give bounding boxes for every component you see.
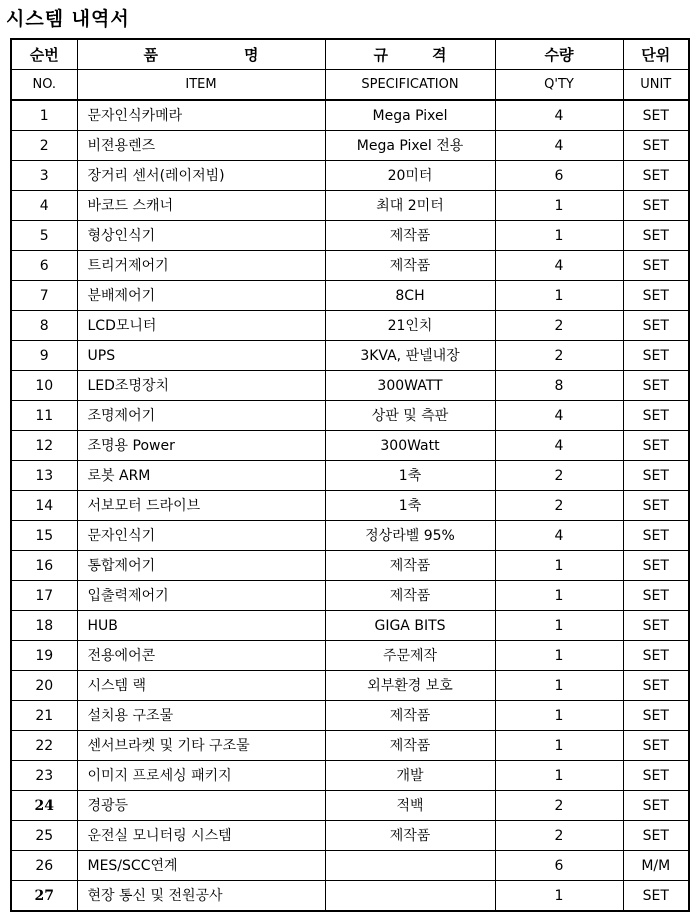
row-item-cell: 조명용 Power: [77, 431, 325, 461]
row-no-cell: 26: [11, 851, 77, 881]
row-item-cell: 비젼용렌즈: [77, 131, 325, 161]
row-item-cell: 서보모터 드라이브: [77, 491, 325, 521]
table-row: [11, 581, 689, 611]
table-row: [11, 251, 689, 281]
header-spec-ko: [325, 39, 495, 70]
row-qty-cell: 4: [495, 401, 623, 431]
header-qty-en: Q'TY: [495, 70, 623, 101]
row-spec-cell: 8CH: [325, 281, 495, 311]
row-qty-cell: 1: [495, 611, 623, 641]
table-row: [11, 311, 689, 341]
row-qty-cell: 4: [495, 131, 623, 161]
row-unit-cell: SET: [623, 161, 689, 191]
row-unit-cell: SET: [623, 551, 689, 581]
row-no-cell: 17: [11, 581, 77, 611]
header-no-en: NO.: [11, 70, 77, 101]
row-qty-cell: 4: [495, 521, 623, 551]
row-item-cell: 조명제어기: [77, 401, 325, 431]
row-qty-cell: 1: [495, 701, 623, 731]
row-unit-cell: SET: [623, 611, 689, 641]
row-qty-cell: 6: [495, 161, 623, 191]
row-spec-cell: [325, 881, 495, 912]
row-unit-cell: SET: [623, 731, 689, 761]
row-spec-cell: 외부환경 보호: [325, 671, 495, 701]
row-item-cell: 문자인식기: [77, 521, 325, 551]
row-item-cell: 현장 통신 및 전원공사: [77, 881, 325, 912]
header-row-korean: [11, 39, 689, 70]
row-no-cell: 16: [11, 551, 77, 581]
row-spec-cell: 20미터: [325, 161, 495, 191]
row-spec-cell: 적백: [325, 791, 495, 821]
row-qty-cell: 2: [495, 791, 623, 821]
row-unit-cell: SET: [623, 641, 689, 671]
row-item-cell: 형상인식기: [77, 221, 325, 251]
row-spec-cell: Mega Pixel 전용: [325, 131, 495, 161]
page-title: 시스템 내역서: [6, 8, 130, 30]
row-unit-cell: SET: [623, 581, 689, 611]
table-row: [11, 281, 689, 311]
row-unit-cell: SET: [623, 401, 689, 431]
row-unit-cell: SET: [623, 221, 689, 251]
table-row: [11, 371, 689, 401]
row-no-cell: 8: [11, 311, 77, 341]
row-no-cell: 21: [11, 701, 77, 731]
row-qty-cell: 2: [495, 341, 623, 371]
row-unit-cell: SET: [623, 671, 689, 701]
row-no-cell: 10: [11, 371, 77, 401]
row-no-cell: 23: [11, 761, 77, 791]
table-row: [11, 401, 689, 431]
row-item-cell: 로봇 ARM: [77, 461, 325, 491]
row-spec-cell: [325, 851, 495, 881]
table-row: [11, 761, 689, 791]
row-no-cell: 2: [11, 131, 77, 161]
row-qty-cell: 1: [495, 551, 623, 581]
row-qty-cell: 1: [495, 731, 623, 761]
row-unit-cell: SET: [623, 371, 689, 401]
row-spec-cell: 개발: [325, 761, 495, 791]
row-spec-cell: 정상라벨 95%: [325, 521, 495, 551]
row-spec-cell: GIGA BITS: [325, 611, 495, 641]
row-no-cell: 15: [11, 521, 77, 551]
row-item-cell: 분배제어기: [77, 281, 325, 311]
row-item-cell: 통합제어기: [77, 551, 325, 581]
row-no-cell: 9: [11, 341, 77, 371]
row-unit-cell: SET: [623, 131, 689, 161]
row-qty-cell: 4: [495, 100, 623, 131]
table-row: [11, 731, 689, 761]
row-spec-cell: 제작품: [325, 701, 495, 731]
table-row: [11, 191, 689, 221]
row-no-cell: 24: [11, 791, 77, 821]
row-no-cell: 7: [11, 281, 77, 311]
row-no-cell: 6: [11, 251, 77, 281]
header-no-ko: 순번: [11, 39, 77, 70]
header-unit-en: UNIT: [623, 70, 689, 101]
header-spec-ko-b: 격: [432, 45, 447, 64]
table-row: [11, 341, 689, 371]
row-qty-cell: 1: [495, 581, 623, 611]
row-spec-cell: 제작품: [325, 251, 495, 281]
row-spec-cell: 제작품: [325, 221, 495, 251]
row-item-cell: 장거리 센서(레이저빔): [77, 161, 325, 191]
table-row: [11, 881, 689, 912]
row-item-cell: 전용에어콘: [77, 641, 325, 671]
row-qty-cell: 2: [495, 821, 623, 851]
row-unit-cell: SET: [623, 191, 689, 221]
row-spec-cell: 1축: [325, 491, 495, 521]
row-item-cell: 입출력제어기: [77, 581, 325, 611]
header-item-en: ITEM: [77, 70, 325, 101]
row-unit-cell: SET: [623, 791, 689, 821]
row-item-cell: 문자인식카메라: [77, 100, 325, 131]
row-spec-cell: 상판 및 측판: [325, 401, 495, 431]
row-no-cell: 27: [11, 881, 77, 912]
row-item-cell: 경광등: [77, 791, 325, 821]
row-spec-cell: 제작품: [325, 821, 495, 851]
table-row: [11, 821, 689, 851]
header-qty-ko: 수량: [495, 39, 623, 70]
table-row: [11, 701, 689, 731]
row-no-cell: 4: [11, 191, 77, 221]
header-spec-ko-a: 규: [373, 45, 388, 64]
row-qty-cell: 1: [495, 191, 623, 221]
row-qty-cell: 1: [495, 281, 623, 311]
row-unit-cell: SET: [623, 251, 689, 281]
row-no-cell: 12: [11, 431, 77, 461]
row-qty-cell: 2: [495, 491, 623, 521]
row-qty-cell: 1: [495, 671, 623, 701]
row-no-cell: 5: [11, 221, 77, 251]
table-row: [11, 791, 689, 821]
row-qty-cell: 2: [495, 311, 623, 341]
row-qty-cell: 1: [495, 641, 623, 671]
row-item-cell: 설치용 구조물: [77, 701, 325, 731]
table-row: [11, 491, 689, 521]
row-item-cell: 바코드 스캐너: [77, 191, 325, 221]
row-no-cell: 22: [11, 731, 77, 761]
row-item-cell: MES/SCC연계: [77, 851, 325, 881]
row-unit-cell: SET: [623, 701, 689, 731]
header-spec-en: SPECIFICATION: [325, 70, 495, 101]
row-no-cell: 20: [11, 671, 77, 701]
row-unit-cell: SET: [623, 431, 689, 461]
row-item-cell: 트리거제어기: [77, 251, 325, 281]
row-item-cell: UPS: [77, 341, 325, 371]
row-no-cell: 19: [11, 641, 77, 671]
row-unit-cell: SET: [623, 761, 689, 791]
table-row: [11, 851, 689, 881]
row-unit-cell: SET: [623, 461, 689, 491]
row-qty-cell: 6: [495, 851, 623, 881]
table-row: [11, 221, 689, 251]
row-item-cell: LED조명장치: [77, 371, 325, 401]
row-qty-cell: 1: [495, 221, 623, 251]
header-item-ko-b: 명: [244, 45, 259, 64]
table-row: [11, 671, 689, 701]
row-unit-cell: M/M: [623, 851, 689, 881]
row-spec-cell: 300WATT: [325, 371, 495, 401]
row-no-cell: 18: [11, 611, 77, 641]
row-spec-cell: 제작품: [325, 731, 495, 761]
row-item-cell: 시스템 랙: [77, 671, 325, 701]
row-spec-cell: 1축: [325, 461, 495, 491]
row-item-cell: 센서브라켓 및 기타 구조물: [77, 731, 325, 761]
row-spec-cell: 21인치: [325, 311, 495, 341]
row-item-cell: 이미지 프로세싱 패키지: [77, 761, 325, 791]
row-no-cell: 3: [11, 161, 77, 191]
row-no-cell: 13: [11, 461, 77, 491]
row-spec-cell: 최대 2미터: [325, 191, 495, 221]
row-qty-cell: 1: [495, 761, 623, 791]
row-spec-cell: 주문제작: [325, 641, 495, 671]
row-spec-cell: 3KVA, 판넬내장: [325, 341, 495, 371]
table-row: [11, 611, 689, 641]
row-item-cell: LCD모니터: [77, 311, 325, 341]
row-qty-cell: 4: [495, 251, 623, 281]
row-unit-cell: SET: [623, 281, 689, 311]
row-qty-cell: 4: [495, 431, 623, 461]
header-unit-ko: 단위: [623, 39, 689, 70]
row-item-cell: HUB: [77, 611, 325, 641]
row-unit-cell: SET: [623, 341, 689, 371]
row-no-cell: 1: [11, 100, 77, 131]
table-body: [11, 100, 689, 911]
header-item-ko: [77, 39, 325, 70]
table-row: [11, 641, 689, 671]
row-unit-cell: SET: [623, 311, 689, 341]
table-row: [11, 461, 689, 491]
table-row: [11, 551, 689, 581]
table-row: [11, 100, 689, 131]
row-unit-cell: SET: [623, 491, 689, 521]
row-qty-cell: 1: [495, 881, 623, 912]
row-spec-cell: 제작품: [325, 581, 495, 611]
row-unit-cell: SET: [623, 100, 689, 131]
row-unit-cell: SET: [623, 521, 689, 551]
row-no-cell: 25: [11, 821, 77, 851]
table-row: [11, 521, 689, 551]
row-unit-cell: SET: [623, 821, 689, 851]
table-row: [11, 161, 689, 191]
header-item-ko-a: 품: [143, 45, 158, 64]
row-no-cell: 14: [11, 491, 77, 521]
row-spec-cell: Mega Pixel: [325, 100, 495, 131]
row-no-cell: 11: [11, 401, 77, 431]
row-qty-cell: 8: [495, 371, 623, 401]
row-item-cell: 운전실 모니터링 시스템: [77, 821, 325, 851]
system-spec-table: [10, 38, 690, 912]
row-spec-cell: 제작품: [325, 551, 495, 581]
table-row: [11, 431, 689, 461]
header-row-english: [11, 70, 689, 101]
table-row: [11, 131, 689, 161]
row-unit-cell: SET: [623, 881, 689, 912]
row-qty-cell: 2: [495, 461, 623, 491]
row-spec-cell: 300Watt: [325, 431, 495, 461]
